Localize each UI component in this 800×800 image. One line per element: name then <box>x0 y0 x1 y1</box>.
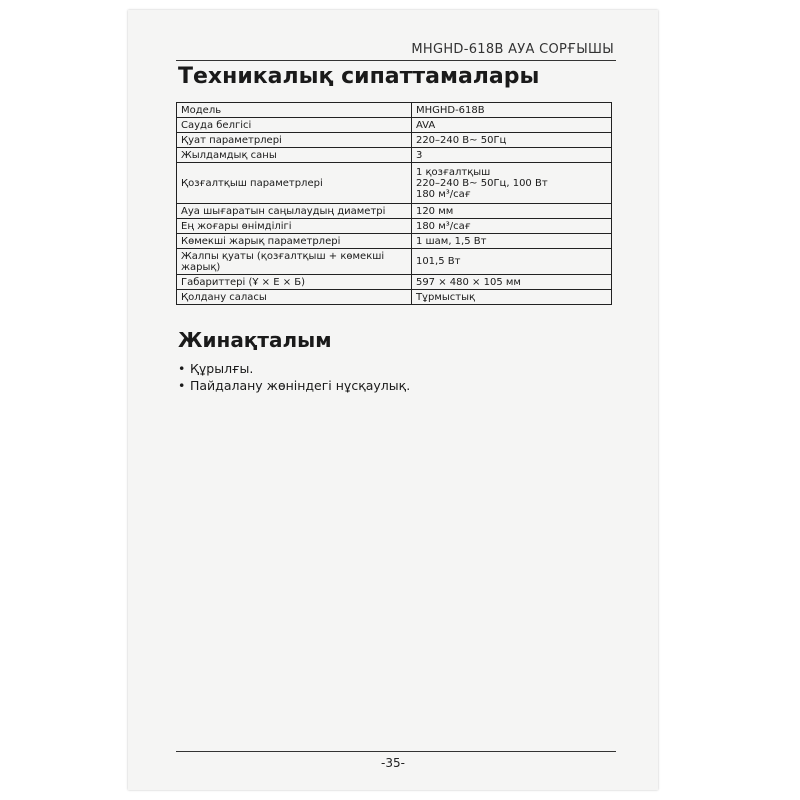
page-number: -35- <box>381 756 405 770</box>
specs-table <box>176 102 612 305</box>
footer-divider <box>176 751 616 752</box>
spec-value-line: 597 × 480 × 105 мм <box>415 276 521 288</box>
spec-value <box>411 234 611 249</box>
spec-value-line: AVA <box>415 119 436 131</box>
spec-key: Сауда белгісі <box>177 118 412 133</box>
spec-value-line: 180 м³/сағ <box>415 188 471 200</box>
spec-key: Габариттері (Ұ × Е × Б) <box>177 275 412 290</box>
spec-value-line: 220–240 В~ 50Гц <box>415 134 507 146</box>
spec-value-line: 220–240 В~ 50Гц, 100 Вт <box>415 177 548 189</box>
list-item <box>176 377 410 394</box>
package-heading: Жинақталым <box>178 328 332 352</box>
spec-key: Ауа шығаратын саңылаудың диаметрі <box>177 204 412 219</box>
spec-value <box>411 103 611 118</box>
spec-key: Жылдамдық саны <box>177 148 412 163</box>
spec-value-line: MHGHD-618B <box>415 104 485 116</box>
spec-value-line: 120 мм <box>415 205 454 217</box>
table-row <box>177 204 612 219</box>
spec-value-line: Тұрмыстық <box>415 291 476 303</box>
spec-key: Модель <box>177 103 412 118</box>
spec-value <box>411 204 611 219</box>
spec-value <box>411 163 611 204</box>
spec-value <box>411 275 611 290</box>
spec-value <box>411 219 611 234</box>
package-list <box>176 360 410 394</box>
table-row <box>177 219 612 234</box>
table-row <box>177 290 612 305</box>
table-row <box>177 234 612 249</box>
list-item <box>176 360 410 377</box>
package-item-label: Пайдалану жөніндегі нұсқаулық. <box>190 378 411 393</box>
running-header: MHGHD-618B АУА СОРҒЫШЫ <box>411 42 614 57</box>
spec-value <box>411 249 611 275</box>
table-row <box>177 103 612 118</box>
spec-value-line: 1 қозғалтқыш <box>415 166 491 178</box>
spec-value-line: 101,5 Вт <box>415 256 461 267</box>
spec-value-line: 1 шам, 1,5 Вт <box>415 235 487 247</box>
table-row <box>177 249 612 275</box>
package-item-label: Құрылғы. <box>190 361 254 376</box>
spec-key: Көмекші жарық параметрлері <box>177 234 412 249</box>
specs-heading: Техникалық сипаттамалары <box>178 64 540 89</box>
spec-value <box>411 133 611 148</box>
spec-key: Қозғалтқыш параметрлері <box>177 163 412 204</box>
header-divider <box>176 60 616 61</box>
spec-value-line: 3 <box>415 149 423 161</box>
table-row <box>177 133 612 148</box>
table-row <box>177 148 612 163</box>
spec-key: Қуат параметрлері <box>177 133 412 148</box>
table-row <box>177 118 612 133</box>
bullet-icon: • <box>178 378 186 393</box>
spec-value <box>411 148 611 163</box>
table-row <box>177 163 612 204</box>
spec-key: Жалпы қуаты (қозғалтқыш + көмекші жарық) <box>177 249 412 275</box>
spec-key: Қолдану саласы <box>177 290 412 305</box>
spec-value <box>411 118 611 133</box>
table-row <box>177 275 612 290</box>
spec-value <box>411 290 611 305</box>
bullet-icon: • <box>178 361 186 376</box>
document-page <box>128 10 658 790</box>
spec-value-line: 180 м³/сағ <box>415 220 471 232</box>
spec-key: Ең жоғары өнімділігі <box>177 219 412 234</box>
